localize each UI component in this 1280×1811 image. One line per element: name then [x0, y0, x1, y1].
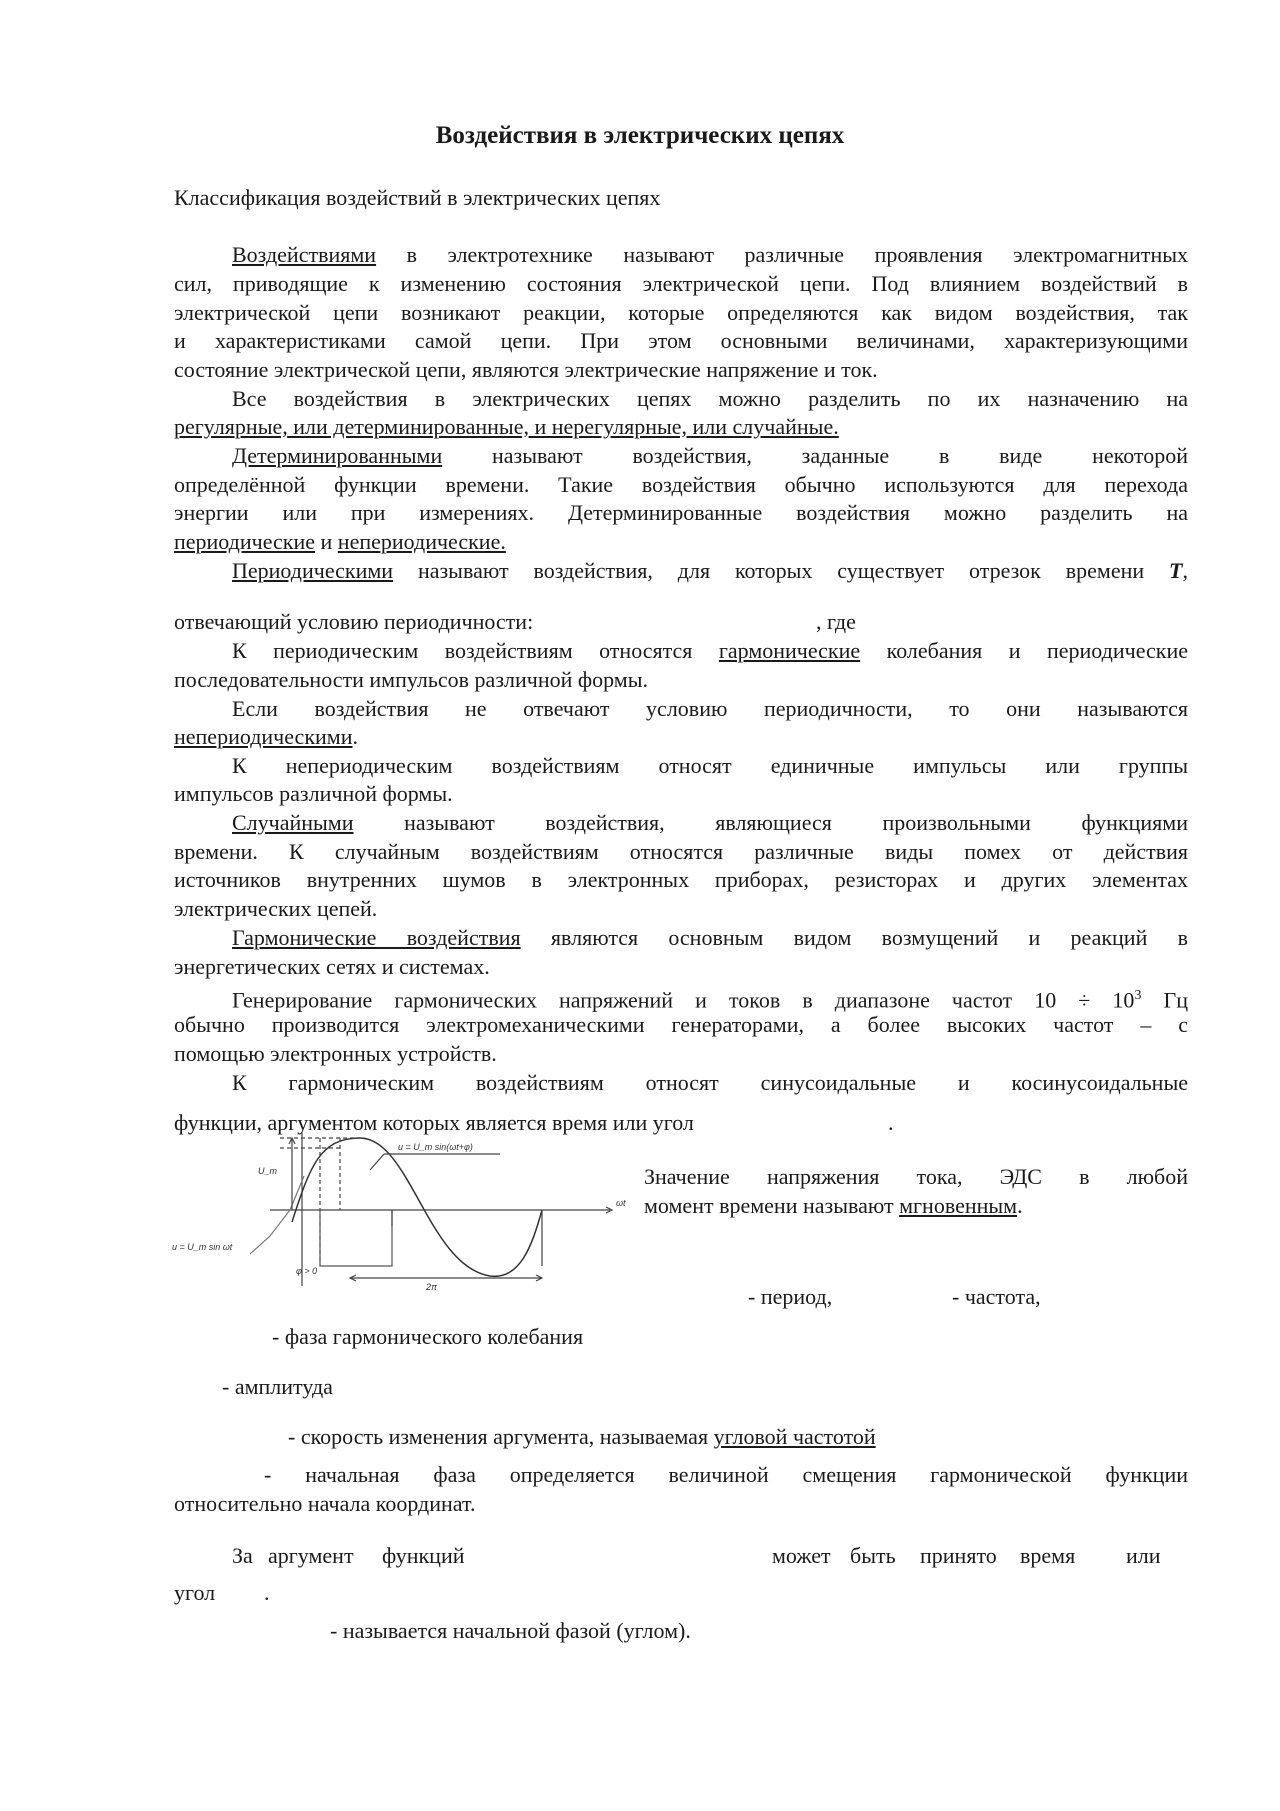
axis-label: ωt: [616, 1198, 626, 1208]
paragraph-word: время: [1020, 1543, 1076, 1568]
paragraph-line: состояние электрической цепи, являются электрические напряжение и ток.: [174, 357, 878, 382]
phase-shift-marker: [320, 1210, 392, 1266]
side-text-line: Значение напряжения тока, ЭДС в любой: [644, 1164, 1188, 1189]
paragraph-line: энергии или при измерениях. Детерминированные воздействия можно разделить на: [174, 500, 1188, 525]
definition-amplitude: - амплитуда: [222, 1374, 333, 1399]
reference-curve: [250, 1176, 304, 1254]
period-marker: [392, 1210, 542, 1266]
paragraph-line: обычно производится электромеханическими генераторами, а более высоких частот – с: [174, 1012, 1188, 1037]
definition-period: - период,: [748, 1284, 833, 1309]
paragraph-line: электрической цепи возникают реакции, которые определяются как видом воздействия, так: [174, 300, 1188, 325]
paragraph-line: Случайными называют воздействия, являющиеся произвольными функциями: [232, 810, 1188, 835]
paragraph-line: угол: [174, 1580, 216, 1605]
symbol-T: T: [1169, 558, 1183, 583]
term-underlined: Детерминированными: [232, 443, 443, 468]
paragraph-line: К периодическим воздействиям относятся гармонические колебания и периодические: [232, 638, 1188, 663]
paragraph-line: Воздействиями в электротехнике называют различные проявления электромагнитных: [232, 242, 1188, 267]
paragraph-line: и характеристиками самой цепи. При этом основными величинами, характеризующими: [174, 328, 1188, 353]
formula-leader: [370, 1154, 384, 1170]
paragraph-line: непериодическими.: [174, 724, 358, 749]
paragraph-word: быть: [850, 1543, 896, 1568]
term-underlined: угловой частотой: [713, 1424, 876, 1449]
term-underlined: Периодическими: [232, 558, 394, 583]
paragraph-line: Если воздействия не отвечают условию периодичности, то они называются: [232, 696, 1188, 721]
wave-formula: u = U_m sin(ωt+φ): [398, 1142, 473, 1152]
paragraph-line: Гармонические воздействия являются основным видом возмущений и реакций в: [232, 925, 1188, 950]
phase-label: φ > 0: [296, 1266, 318, 1276]
reference-formula: u = U_m sin ωt: [172, 1242, 233, 1252]
term-underlined: Воздействиями: [232, 242, 377, 267]
paragraph-line: периодические и непериодические.: [174, 529, 506, 554]
paragraph-word: может: [772, 1543, 831, 1568]
paragraph-line: , где: [816, 609, 856, 634]
paragraph-line: - называется начальной фазой (углом).: [330, 1618, 691, 1643]
term-underlined: регулярные, или детерминированные, и нерегулярные, или случайные.: [174, 414, 839, 439]
paragraph-line: определённой функции времени. Такие воздействия обычно используются для перехода: [174, 472, 1188, 497]
paragraph-line: сил, приводящие к изменению состояния электрической цепи. Под влиянием воздействий в: [174, 271, 1188, 296]
paragraph-line: Все воздействия в электрических цепях можно разделить по их назначению на: [232, 386, 1188, 411]
paragraph-line: электрических цепей.: [174, 896, 378, 921]
paragraph-line: .: [264, 1580, 270, 1605]
paragraph-line: импульсов различной формы.: [174, 781, 453, 806]
amplitude-label: U_m: [258, 1166, 278, 1176]
section-subtitle: Классификация воздействий в электрических цепях: [174, 185, 661, 210]
paragraph-word: принято: [920, 1543, 997, 1568]
definition-initial-phase: относительно начала координат.: [174, 1491, 476, 1516]
paragraph-word: функций: [382, 1543, 465, 1568]
paragraph-line: времени. К случайным воздействиям относятся различные виды помех от действия: [174, 839, 1188, 864]
term-underlined: Гармонические воздействия: [232, 925, 521, 950]
harmonic-wave-figure: [170, 1126, 630, 1292]
definition-frequency: - частота,: [952, 1284, 1041, 1309]
period-label: 2π: [426, 1282, 438, 1292]
paragraph-word: аргумент: [268, 1543, 354, 1568]
paragraph-line: энергетических сетях и системах.: [174, 954, 490, 979]
paragraph-line: Периодическими называют воздействия, для которых существует отрезок времени T,: [232, 558, 1188, 583]
paragraph-line: функции, аргументом которых является время или угол: [174, 1110, 694, 1135]
paragraph-word: За: [232, 1543, 253, 1568]
paragraph-line: последовательности импульсов различной формы.: [174, 667, 648, 692]
paragraph-line: Генерирование гармонических напряжений и токов в диапазоне частот $10 \div 10^3$ Гц: [232, 987, 1188, 1013]
term-underlined: мгновенным: [899, 1193, 1018, 1218]
paragraph-line: помощью электронных устройств.: [174, 1041, 497, 1066]
term-underlined: периодические: [174, 529, 316, 554]
paragraph-line: источников внутренних шумов в электронных приборах, резисторах и других элементах: [174, 867, 1188, 892]
definition-angular-frequency: - скорость изменения аргумента, называемая угловой частотой: [288, 1424, 876, 1449]
paragraph-word: или: [1126, 1543, 1161, 1568]
definition-initial-phase: - начальная фаза определяется величиной смещения гармонической функции: [264, 1462, 1188, 1487]
side-text-line: момент времени называют мгновенным.: [644, 1193, 1023, 1218]
definition-phase: - фаза гармонического колебания: [272, 1324, 584, 1349]
paragraph-line: К непериодическим воздействиям относят единичные импульсы или группы: [232, 753, 1188, 778]
paragraph-line: Детерминированными называют воздействия, заданные в виде некоторой: [232, 443, 1188, 468]
sine-curve: [292, 1138, 542, 1276]
term-underlined: непериодическими: [174, 724, 353, 749]
paragraph-line: отвечающий условию периодичности:: [174, 609, 534, 634]
term-underlined: гармонические: [718, 638, 861, 663]
page-title: Воздействия в электрических цепях: [435, 122, 845, 149]
paragraph-line: .: [888, 1110, 894, 1135]
paragraph-line: К гармоническим воздействиям относят синусоидальные и косинусоидальные: [232, 1070, 1188, 1095]
term-underlined: Случайными: [232, 810, 354, 835]
term-underlined: непериодические.: [337, 529, 506, 554]
